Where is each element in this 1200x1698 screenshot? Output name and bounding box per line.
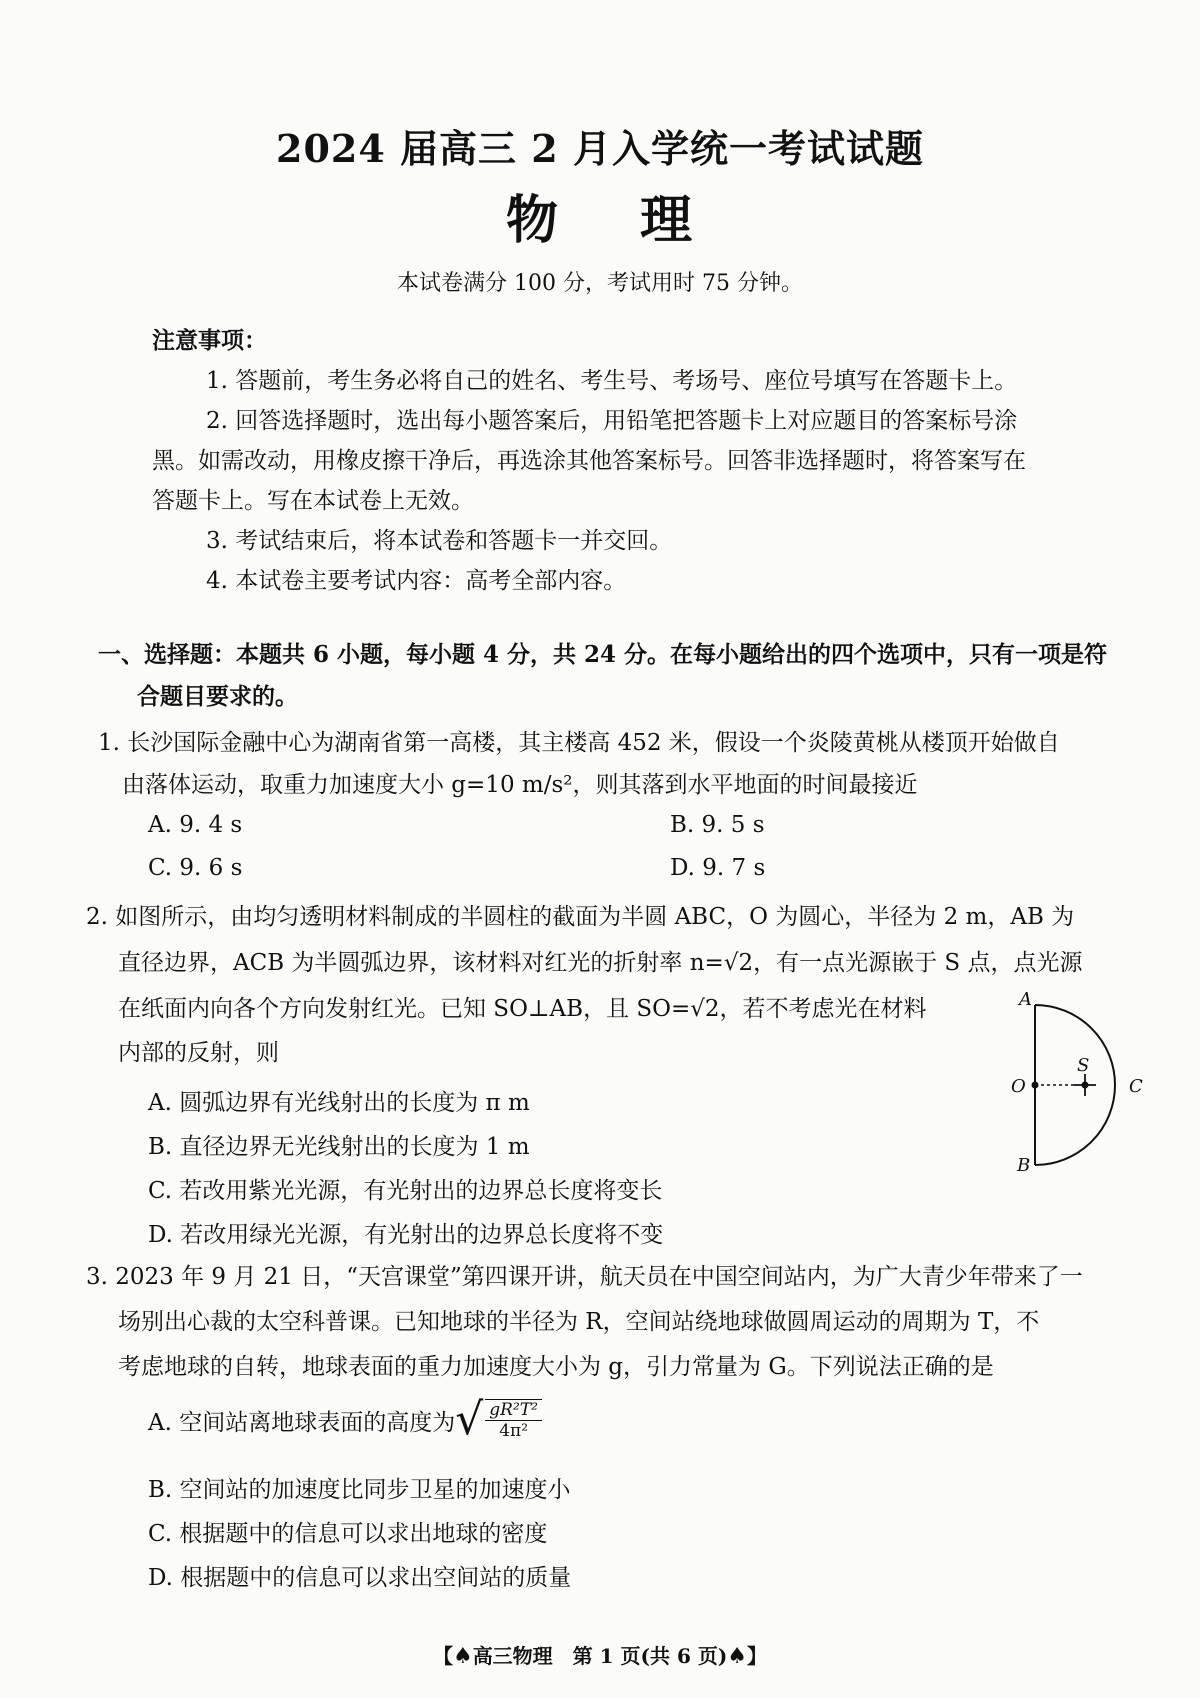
footer-left-bracket: 【	[432, 1644, 453, 1668]
footer-right-bracket: 】	[747, 1644, 768, 1668]
exam-info: 本试卷满分 100 分，考试用时 75 分钟。	[397, 271, 803, 296]
label-o: O	[1011, 1076, 1026, 1097]
notice-item-2-line-1: 2. 回答选择题时，选出每小题答案后，用铅笔把答题卡上对应题目的答案标号涂	[206, 408, 1018, 434]
q1-option-d: D. 9. 7 s	[670, 855, 766, 881]
q1-stem-line-1: 1. 长沙国际金融中心为湖南省第一高楼，其主楼高 452 米，假设一个炎陵黄桃从楼顶开始做自	[98, 730, 1060, 756]
notice-heading: 注意事项：	[152, 327, 267, 354]
q1-stem-line-2: 由落体运动，取重力加速度大小 g=10 m/s²，则其落到水平地面的时间最接近	[122, 772, 918, 798]
notice-item-1: 1. 答题前，考生务必将自己的姓名、考生号、考场号、座位号填写在答题卡上。	[206, 368, 1018, 394]
q3-option-a-text: A. 空间站离地球表面的高度为	[148, 1409, 456, 1436]
fraction	[485, 1399, 542, 1441]
section-1-heading-line-2: 合题目要求的。	[137, 683, 298, 710]
q2-option-a: A. 圆弧边界有光线射出的长度为 π m	[148, 1090, 530, 1116]
label-a: A	[1019, 989, 1032, 1010]
q2-option-b: B. 直径边界无光线射出的长度为 1 m	[148, 1134, 530, 1160]
q3-stem-line-1: 3. 2023 年 9 月 21 日，“天宫课堂”第四课开讲，航天员在中国空间站内，为广大青少年带来了一	[86, 1264, 1083, 1290]
notice-item-2-line-3: 答题卡上。写在本试卷上无效。	[152, 488, 474, 514]
footer-text: 高三物理 第 1 页(共 6 页)	[472, 1644, 728, 1668]
q3-stem-line-2: 场别出心裁的太空科普课。已知地球的半径为 R，空间站绕地球做圆周运动的周期为 T，不	[118, 1309, 1040, 1335]
notice-item-2-line-2: 黑。如需改动，用橡皮擦干净后，再选涂其他答案标号。回答非选择题时，将答案写在	[152, 448, 1026, 474]
page-footer	[0, 1640, 1200, 1669]
q3-stem-line-3: 考虑地球的自转，地球表面的重力加速度大小为 g，引力常量为 G。下列说法正确的是	[118, 1354, 994, 1380]
q3-option-d: D. 根据题中的信息可以求出空间站的质量	[148, 1565, 572, 1591]
q2-stem-line-4: 内部的反射，则	[118, 1040, 279, 1066]
label-b: B	[1017, 1155, 1031, 1176]
q1-option-a: A. 9. 4 s	[148, 812, 243, 838]
subject-title	[0, 178, 1200, 253]
subject-char-1: 物	[505, 190, 560, 251]
notice-item-4: 4. 本试卷主要考试内容：高考全部内容。	[206, 568, 627, 594]
q3-option-a	[148, 1394, 542, 1445]
notice-item-3: 3. 考试结束后，将本试卷和答题卡一并交回。	[206, 528, 673, 554]
spade-icon: ♠	[727, 1643, 748, 1669]
q2-option-d: D. 若改用绿光光源，有光射出的边界总长度将不变	[148, 1222, 664, 1248]
semicircle-diagram	[1005, 985, 1155, 1185]
q3-option-c: C. 根据题中的信息可以求出地球的密度	[148, 1521, 548, 1547]
q2-stem-line-1: 2. 如图所示，由均匀透明材料制成的半圆柱的截面为半圆 ABC，O 为圆心，半径为 2 m，AB 为	[86, 904, 1075, 930]
fraction-numerator: gR²T²	[485, 1400, 542, 1421]
subject-char-2: 理	[640, 190, 695, 251]
sqrt-icon: √	[455, 1394, 484, 1445]
label-c: C	[1129, 1076, 1143, 1097]
light-source-icon	[1074, 1074, 1096, 1096]
q3-option-b: B. 空间站的加速度比同步卫星的加速度小	[148, 1477, 571, 1503]
exam-title: 2024 届高三 2 月入学统一考试试题	[276, 126, 924, 171]
label-s: S	[1077, 1055, 1090, 1076]
q2-stem-line-3: 在纸面内向各个方向发射红光。已知 SO⊥AB，且 SO=√2，若不考虑光在材料	[118, 996, 927, 1022]
q2-stem-line-2: 直径边界，ACB 为半圆弧边界，该材料对红光的折射率 n=√2，有一点光源嵌于 S 点，点光源	[118, 950, 1083, 976]
q2-option-c: C. 若改用紫光光源，有光射出的边界总长度将变长	[148, 1178, 663, 1204]
q1-option-b: B. 9. 5 s	[670, 812, 765, 838]
section-1-heading-line-1: 一、选择题：本题共 6 小题，每小题 4 分，共 24 分。在每小题给出的四个选项中，只有一项是符	[98, 641, 1108, 668]
spade-icon: ♠	[452, 1643, 473, 1669]
q1-option-c: C. 9. 6 s	[148, 855, 243, 881]
fraction-denominator: 4π²	[499, 1421, 529, 1441]
sqrt-expression	[455, 1394, 542, 1445]
